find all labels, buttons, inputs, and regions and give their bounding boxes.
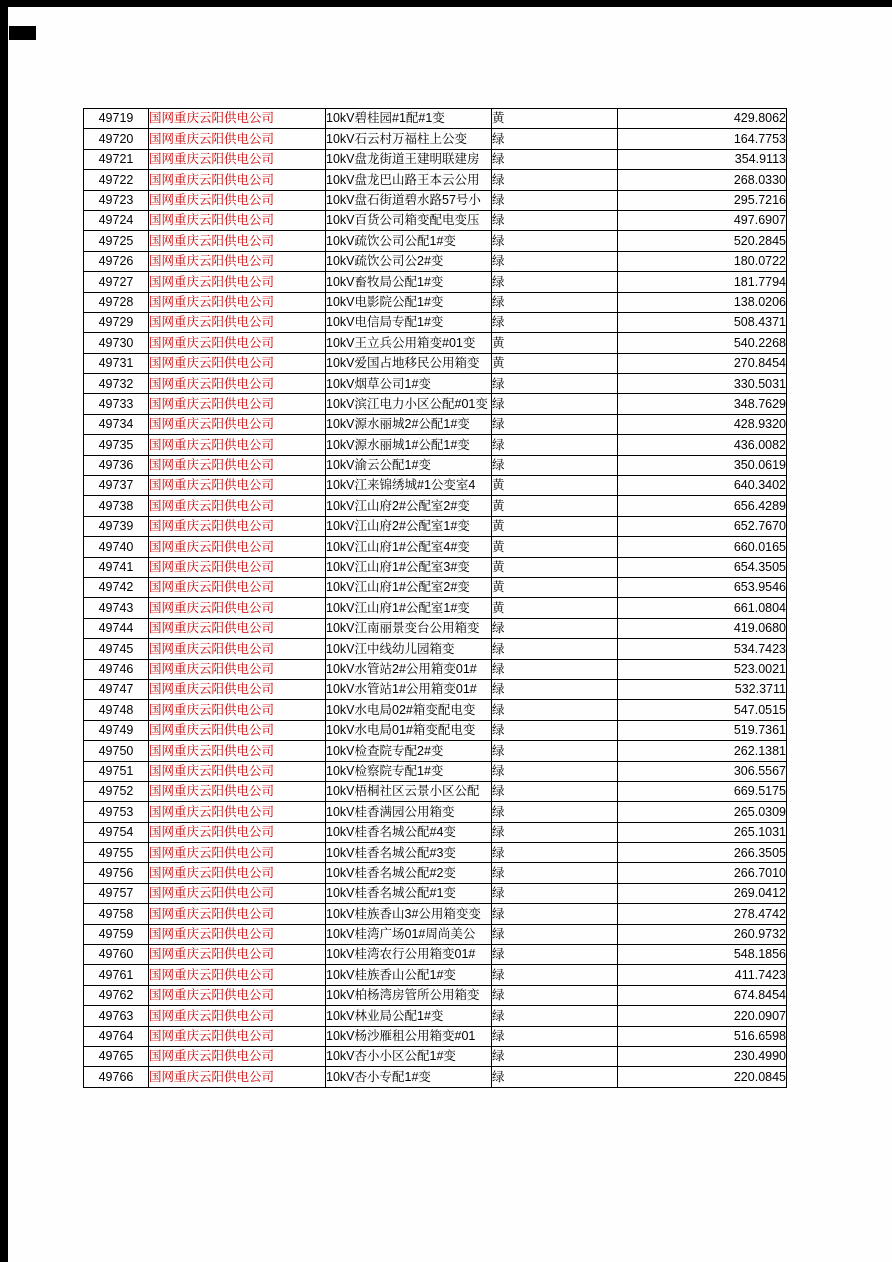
cell-numeric-value: 265.0309 (618, 802, 787, 822)
cell-status-color: 绿 (492, 659, 618, 679)
cell-status-color: 绿 (492, 741, 618, 761)
cell-company-name: 国网重庆云阳供电公司 (149, 679, 326, 699)
cell-company-name: 国网重庆云阳供电公司 (149, 374, 326, 394)
cell-record-id: 49747 (84, 679, 149, 699)
table-row (84, 863, 787, 883)
table-row (84, 435, 787, 455)
table-row (84, 1046, 787, 1066)
table-row (84, 883, 787, 903)
cell-status-color: 黄 (492, 577, 618, 597)
cell-record-id: 49745 (84, 639, 149, 659)
cell-company-name: 国网重庆云阳供电公司 (149, 516, 326, 536)
cell-numeric-value: 262.1381 (618, 741, 787, 761)
cell-company-name: 国网重庆云阳供电公司 (149, 618, 326, 638)
cell-status-color: 绿 (492, 1067, 618, 1087)
cell-numeric-value: 548.1856 (618, 945, 787, 965)
cell-company-name: 国网重庆云阳供电公司 (149, 598, 326, 618)
cell-status-color: 绿 (492, 455, 618, 475)
cell-company-name: 国网重庆云阳供电公司 (149, 435, 326, 455)
table-row (84, 129, 787, 149)
table-row (84, 679, 787, 699)
table-row (84, 822, 787, 842)
cell-company-name: 国网重庆云阳供电公司 (149, 129, 326, 149)
cell-record-id: 49764 (84, 1026, 149, 1046)
cell-transformer-name: 10kV梧桐社区云景小区公配 (326, 781, 492, 801)
table-row (84, 231, 787, 251)
cell-numeric-value: 306.5567 (618, 761, 787, 781)
cell-record-id: 49737 (84, 476, 149, 496)
cell-transformer-name: 10kV疏饮公司公2#变 (326, 251, 492, 271)
cell-transformer-name: 10kV江中线幼儿园箱变 (326, 639, 492, 659)
cell-status-color: 绿 (492, 414, 618, 434)
table-row (84, 516, 787, 536)
cell-record-id: 49738 (84, 496, 149, 516)
cell-company-name: 国网重庆云阳供电公司 (149, 312, 326, 332)
cell-record-id: 49733 (84, 394, 149, 414)
cell-record-id: 49759 (84, 924, 149, 944)
cell-company-name: 国网重庆云阳供电公司 (149, 333, 326, 353)
cell-numeric-value: 669.5175 (618, 781, 787, 801)
cell-record-id: 49765 (84, 1046, 149, 1066)
cell-transformer-name: 10kV江山府1#公配室3#变 (326, 557, 492, 577)
cell-status-color: 绿 (492, 761, 618, 781)
cell-numeric-value: 540.2268 (618, 333, 787, 353)
cell-status-color: 绿 (492, 965, 618, 985)
cell-company-name: 国网重庆云阳供电公司 (149, 659, 326, 679)
cell-numeric-value: 523.0021 (618, 659, 787, 679)
table-row (84, 251, 787, 271)
cell-record-id: 49749 (84, 720, 149, 740)
cell-numeric-value: 220.0845 (618, 1067, 787, 1087)
cell-numeric-value: 652.7670 (618, 516, 787, 536)
cell-record-id: 49739 (84, 516, 149, 536)
cell-record-id: 49743 (84, 598, 149, 618)
table-row (84, 292, 787, 312)
cell-company-name: 国网重庆云阳供电公司 (149, 720, 326, 740)
cell-status-color: 绿 (492, 1006, 618, 1026)
cell-status-color: 绿 (492, 904, 618, 924)
cell-company-name: 国网重庆云阳供电公司 (149, 781, 326, 801)
cell-record-id: 49762 (84, 985, 149, 1005)
table-row (84, 985, 787, 1005)
table-row (84, 741, 787, 761)
cell-transformer-name: 10kV烟草公司1#变 (326, 374, 492, 394)
cell-company-name: 国网重庆云阳供电公司 (149, 985, 326, 1005)
cell-transformer-name: 10kV江来锦绣城#1公变室4 (326, 476, 492, 496)
cell-company-name: 国网重庆云阳供电公司 (149, 496, 326, 516)
cell-company-name: 国网重庆云阳供电公司 (149, 231, 326, 251)
cell-company-name: 国网重庆云阳供电公司 (149, 863, 326, 883)
cell-company-name: 国网重庆云阳供电公司 (149, 843, 326, 863)
cell-numeric-value: 269.0412 (618, 883, 787, 903)
cell-status-color: 黄 (492, 598, 618, 618)
cell-record-id: 49754 (84, 822, 149, 842)
cell-record-id: 49740 (84, 537, 149, 557)
cell-transformer-name: 10kV江山府1#公配室2#变 (326, 577, 492, 597)
cell-company-name: 国网重庆云阳供电公司 (149, 639, 326, 659)
cell-record-id: 49736 (84, 455, 149, 475)
cell-transformer-name: 10kV检察院专配1#变 (326, 761, 492, 781)
cell-status-color: 黄 (492, 353, 618, 373)
cell-record-id: 49741 (84, 557, 149, 577)
cell-transformer-name: 10kV杨沙雁租公用箱变#01 (326, 1026, 492, 1046)
scan-artifact-mark (9, 26, 36, 40)
cell-numeric-value: 266.7010 (618, 863, 787, 883)
cell-numeric-value: 532.3711 (618, 679, 787, 699)
cell-record-id: 49751 (84, 761, 149, 781)
cell-record-id: 49725 (84, 231, 149, 251)
cell-numeric-value: 164.7753 (618, 129, 787, 149)
cell-status-color: 绿 (492, 700, 618, 720)
cell-status-color: 绿 (492, 1046, 618, 1066)
cell-numeric-value: 534.7423 (618, 639, 787, 659)
cell-numeric-value: 661.0804 (618, 598, 787, 618)
cell-status-color: 绿 (492, 720, 618, 740)
cell-status-color: 绿 (492, 435, 618, 455)
cell-record-id: 49746 (84, 659, 149, 679)
cell-status-color: 黄 (492, 557, 618, 577)
cell-numeric-value: 436.0082 (618, 435, 787, 455)
cell-company-name: 国网重庆云阳供电公司 (149, 577, 326, 597)
cell-record-id: 49755 (84, 843, 149, 863)
cell-transformer-name: 10kV桂湾农行公用箱变01# (326, 945, 492, 965)
cell-record-id: 49734 (84, 414, 149, 434)
cell-status-color: 绿 (492, 822, 618, 842)
cell-record-id: 49766 (84, 1067, 149, 1087)
cell-transformer-name: 10kV江山府2#公配室2#变 (326, 496, 492, 516)
table-row (84, 904, 787, 924)
scan-edge-top (0, 0, 892, 7)
cell-record-id: 49752 (84, 781, 149, 801)
table-row (84, 598, 787, 618)
table-row (84, 639, 787, 659)
cell-transformer-name: 10kV碧桂园#1配#1变 (326, 109, 492, 129)
cell-company-name: 国网重庆云阳供电公司 (149, 761, 326, 781)
table-row (84, 455, 787, 475)
cell-numeric-value: 519.7361 (618, 720, 787, 740)
table-row (84, 1026, 787, 1046)
cell-company-name: 国网重庆云阳供电公司 (149, 394, 326, 414)
cell-company-name: 国网重庆云阳供电公司 (149, 455, 326, 475)
cell-transformer-name: 10kV盘石街道碧水路57号小 (326, 190, 492, 210)
cell-numeric-value: 265.1031 (618, 822, 787, 842)
cell-transformer-name: 10kV检查院专配2#变 (326, 741, 492, 761)
cell-numeric-value: 295.7216 (618, 190, 787, 210)
cell-transformer-name: 10kV水管站2#公用箱变01# (326, 659, 492, 679)
table-row (84, 537, 787, 557)
cell-company-name: 国网重庆云阳供电公司 (149, 109, 326, 129)
cell-record-id: 49744 (84, 618, 149, 638)
cell-status-color: 黄 (492, 333, 618, 353)
cell-numeric-value: 220.0907 (618, 1006, 787, 1026)
cell-record-id: 49760 (84, 945, 149, 965)
cell-status-color: 绿 (492, 374, 618, 394)
cell-record-id: 49753 (84, 802, 149, 822)
cell-record-id: 49719 (84, 109, 149, 129)
table-row (84, 802, 787, 822)
table-row (84, 577, 787, 597)
cell-numeric-value: 181.7794 (618, 272, 787, 292)
cell-company-name: 国网重庆云阳供电公司 (149, 292, 326, 312)
cell-numeric-value: 230.4990 (618, 1046, 787, 1066)
cell-status-color: 绿 (492, 170, 618, 190)
cell-transformer-name: 10kV江山府2#公配室1#变 (326, 516, 492, 536)
cell-numeric-value: 653.9546 (618, 577, 787, 597)
cell-status-color: 绿 (492, 802, 618, 822)
cell-company-name: 国网重庆云阳供电公司 (149, 170, 326, 190)
cell-record-id: 49728 (84, 292, 149, 312)
cell-company-name: 国网重庆云阳供电公司 (149, 476, 326, 496)
table-row (84, 720, 787, 740)
cell-transformer-name: 10kV江山府1#公配室1#变 (326, 598, 492, 618)
cell-transformer-name: 10kV林业局公配1#变 (326, 1006, 492, 1026)
table-row (84, 700, 787, 720)
cell-company-name: 国网重庆云阳供电公司 (149, 251, 326, 271)
cell-company-name: 国网重庆云阳供电公司 (149, 741, 326, 761)
cell-status-color: 绿 (492, 639, 618, 659)
cell-transformer-name: 10kV杏小小区公配1#变 (326, 1046, 492, 1066)
table-row (84, 761, 787, 781)
cell-transformer-name: 10kV疏饮公司公配1#变 (326, 231, 492, 251)
cell-status-color: 绿 (492, 618, 618, 638)
cell-company-name: 国网重庆云阳供电公司 (149, 904, 326, 924)
cell-status-color: 绿 (492, 945, 618, 965)
cell-transformer-name: 10kV盘龙巴山路王本云公用 (326, 170, 492, 190)
table-row (84, 557, 787, 577)
table-row (84, 618, 787, 638)
cell-transformer-name: 10kV桂香满园公用箱变 (326, 802, 492, 822)
cell-transformer-name: 10kV源水丽城1#公配1#变 (326, 435, 492, 455)
cell-company-name: 国网重庆云阳供电公司 (149, 557, 326, 577)
table-row (84, 496, 787, 516)
cell-status-color: 绿 (492, 149, 618, 169)
cell-transformer-name: 10kV电信局专配1#变 (326, 312, 492, 332)
cell-status-color: 黄 (492, 109, 618, 129)
table-row (84, 333, 787, 353)
cell-transformer-name: 10kV渝云公配1#变 (326, 455, 492, 475)
table-row (84, 210, 787, 230)
table-row (84, 190, 787, 210)
cell-status-color: 绿 (492, 781, 618, 801)
cell-transformer-name: 10kV畜牧局公配1#变 (326, 272, 492, 292)
table-body (84, 109, 787, 1088)
cell-transformer-name: 10kV源水丽城2#公配1#变 (326, 414, 492, 434)
table-row (84, 109, 787, 129)
cell-company-name: 国网重庆云阳供电公司 (149, 149, 326, 169)
cell-transformer-name: 10kV王立兵公用箱变#01变 (326, 333, 492, 353)
cell-numeric-value: 266.3505 (618, 843, 787, 863)
cell-company-name: 国网重庆云阳供电公司 (149, 802, 326, 822)
cell-status-color: 绿 (492, 679, 618, 699)
cell-company-name: 国网重庆云阳供电公司 (149, 1026, 326, 1046)
cell-transformer-name: 10kV盘龙街道王建明联建房 (326, 149, 492, 169)
cell-status-color: 绿 (492, 272, 618, 292)
cell-record-id: 49722 (84, 170, 149, 190)
cell-transformer-name: 10kV江山府1#公配室4#变 (326, 537, 492, 557)
cell-transformer-name: 10kV桂族香山3#公用箱变变 (326, 904, 492, 924)
cell-company-name: 国网重庆云阳供电公司 (149, 1067, 326, 1087)
cell-company-name: 国网重庆云阳供电公司 (149, 353, 326, 373)
cell-numeric-value: 547.0515 (618, 700, 787, 720)
cell-transformer-name: 10kV电影院公配1#变 (326, 292, 492, 312)
cell-company-name: 国网重庆云阳供电公司 (149, 924, 326, 944)
table-row (84, 476, 787, 496)
table-row (84, 659, 787, 679)
cell-numeric-value: 508.4371 (618, 312, 787, 332)
cell-transformer-name: 10kV桂香名城公配#2变 (326, 863, 492, 883)
table-row (84, 374, 787, 394)
cell-transformer-name: 10kV爱国占地移民公用箱变 (326, 353, 492, 373)
scan-edge-left (0, 0, 8, 1262)
table-row (84, 843, 787, 863)
cell-numeric-value: 350.0619 (618, 455, 787, 475)
cell-transformer-name: 10kV百货公司箱变配电变压 (326, 210, 492, 230)
cell-record-id: 49724 (84, 210, 149, 230)
cell-company-name: 国网重庆云阳供电公司 (149, 190, 326, 210)
cell-company-name: 国网重庆云阳供电公司 (149, 414, 326, 434)
cell-status-color: 绿 (492, 292, 618, 312)
cell-company-name: 国网重庆云阳供电公司 (149, 537, 326, 557)
data-table (83, 108, 787, 1088)
cell-company-name: 国网重庆云阳供电公司 (149, 965, 326, 985)
cell-record-id: 49721 (84, 149, 149, 169)
cell-numeric-value: 640.3402 (618, 476, 787, 496)
cell-transformer-name: 10kV桂香名城公配#1变 (326, 883, 492, 903)
cell-transformer-name: 10kV水电局01#箱变配电变 (326, 720, 492, 740)
cell-numeric-value: 656.4289 (618, 496, 787, 516)
cell-record-id: 49730 (84, 333, 149, 353)
table-row (84, 965, 787, 985)
cell-numeric-value: 520.2845 (618, 231, 787, 251)
cell-company-name: 国网重庆云阳供电公司 (149, 210, 326, 230)
cell-numeric-value: 411.7423 (618, 965, 787, 985)
cell-numeric-value: 260.9732 (618, 924, 787, 944)
cell-company-name: 国网重庆云阳供电公司 (149, 1046, 326, 1066)
cell-numeric-value: 516.6598 (618, 1026, 787, 1046)
cell-transformer-name: 10kV水管站1#公用箱变01# (326, 679, 492, 699)
cell-record-id: 49750 (84, 741, 149, 761)
cell-status-color: 绿 (492, 924, 618, 944)
cell-company-name: 国网重庆云阳供电公司 (149, 272, 326, 292)
cell-status-color: 绿 (492, 843, 618, 863)
table-row (84, 1067, 787, 1087)
cell-record-id: 49726 (84, 251, 149, 271)
cell-status-color: 绿 (492, 210, 618, 230)
cell-status-color: 黄 (492, 496, 618, 516)
cell-numeric-value: 330.5031 (618, 374, 787, 394)
cell-numeric-value: 138.0206 (618, 292, 787, 312)
cell-status-color: 绿 (492, 190, 618, 210)
table-row (84, 924, 787, 944)
table-row (84, 272, 787, 292)
cell-company-name: 国网重庆云阳供电公司 (149, 945, 326, 965)
cell-transformer-name: 10kV桂族香山公配1#变 (326, 965, 492, 985)
cell-record-id: 49720 (84, 129, 149, 149)
cell-status-color: 绿 (492, 863, 618, 883)
cell-record-id: 49729 (84, 312, 149, 332)
cell-numeric-value: 180.0722 (618, 251, 787, 271)
cell-numeric-value: 497.6907 (618, 210, 787, 230)
cell-record-id: 49757 (84, 883, 149, 903)
cell-transformer-name: 10kV柏杨湾房管所公用箱变 (326, 985, 492, 1005)
table-row (84, 414, 787, 434)
cell-numeric-value: 674.8454 (618, 985, 787, 1005)
cell-transformer-name: 10kV桂湾广场01#周尚美公 (326, 924, 492, 944)
cell-numeric-value: 268.0330 (618, 170, 787, 190)
cell-status-color: 绿 (492, 394, 618, 414)
cell-status-color: 黄 (492, 537, 618, 557)
cell-company-name: 国网重庆云阳供电公司 (149, 822, 326, 842)
table-row (84, 353, 787, 373)
table-row (84, 781, 787, 801)
cell-record-id: 49763 (84, 1006, 149, 1026)
cell-record-id: 49735 (84, 435, 149, 455)
cell-numeric-value: 270.8454 (618, 353, 787, 373)
cell-company-name: 国网重庆云阳供电公司 (149, 883, 326, 903)
table-row (84, 170, 787, 190)
cell-status-color: 黄 (492, 516, 618, 536)
cell-numeric-value: 428.9320 (618, 414, 787, 434)
cell-status-color: 绿 (492, 985, 618, 1005)
cell-transformer-name: 10kV石云村万福柱上公变 (326, 129, 492, 149)
cell-transformer-name: 10kV桂香名城公配#3变 (326, 843, 492, 863)
table-row (84, 945, 787, 965)
cell-status-color: 绿 (492, 129, 618, 149)
table-row (84, 149, 787, 169)
cell-status-color: 绿 (492, 1026, 618, 1046)
cell-record-id: 49761 (84, 965, 149, 985)
cell-status-color: 绿 (492, 251, 618, 271)
cell-numeric-value: 654.3505 (618, 557, 787, 577)
cell-status-color: 绿 (492, 883, 618, 903)
cell-numeric-value: 278.4742 (618, 904, 787, 924)
cell-transformer-name: 10kV滨江电力小区公配#01变 (326, 394, 492, 414)
cell-record-id: 49731 (84, 353, 149, 373)
cell-record-id: 49742 (84, 577, 149, 597)
cell-record-id: 49723 (84, 190, 149, 210)
cell-status-color: 黄 (492, 476, 618, 496)
cell-transformer-name: 10kV江南丽景变台公用箱变 (326, 618, 492, 638)
cell-record-id: 49748 (84, 700, 149, 720)
cell-numeric-value: 419.0680 (618, 618, 787, 638)
cell-status-color: 绿 (492, 231, 618, 251)
cell-transformer-name: 10kV水电局02#箱变配电变 (326, 700, 492, 720)
table-row (84, 1006, 787, 1026)
cell-company-name: 国网重庆云阳供电公司 (149, 1006, 326, 1026)
cell-company-name: 国网重庆云阳供电公司 (149, 700, 326, 720)
cell-record-id: 49727 (84, 272, 149, 292)
cell-record-id: 49758 (84, 904, 149, 924)
cell-numeric-value: 660.0165 (618, 537, 787, 557)
cell-numeric-value: 429.8062 (618, 109, 787, 129)
cell-record-id: 49732 (84, 374, 149, 394)
cell-numeric-value: 348.7629 (618, 394, 787, 414)
cell-numeric-value: 354.9113 (618, 149, 787, 169)
table-row (84, 394, 787, 414)
table-row (84, 312, 787, 332)
cell-transformer-name: 10kV桂香名城公配#4变 (326, 822, 492, 842)
cell-transformer-name: 10kV杏小专配1#变 (326, 1067, 492, 1087)
cell-status-color: 绿 (492, 312, 618, 332)
cell-record-id: 49756 (84, 863, 149, 883)
